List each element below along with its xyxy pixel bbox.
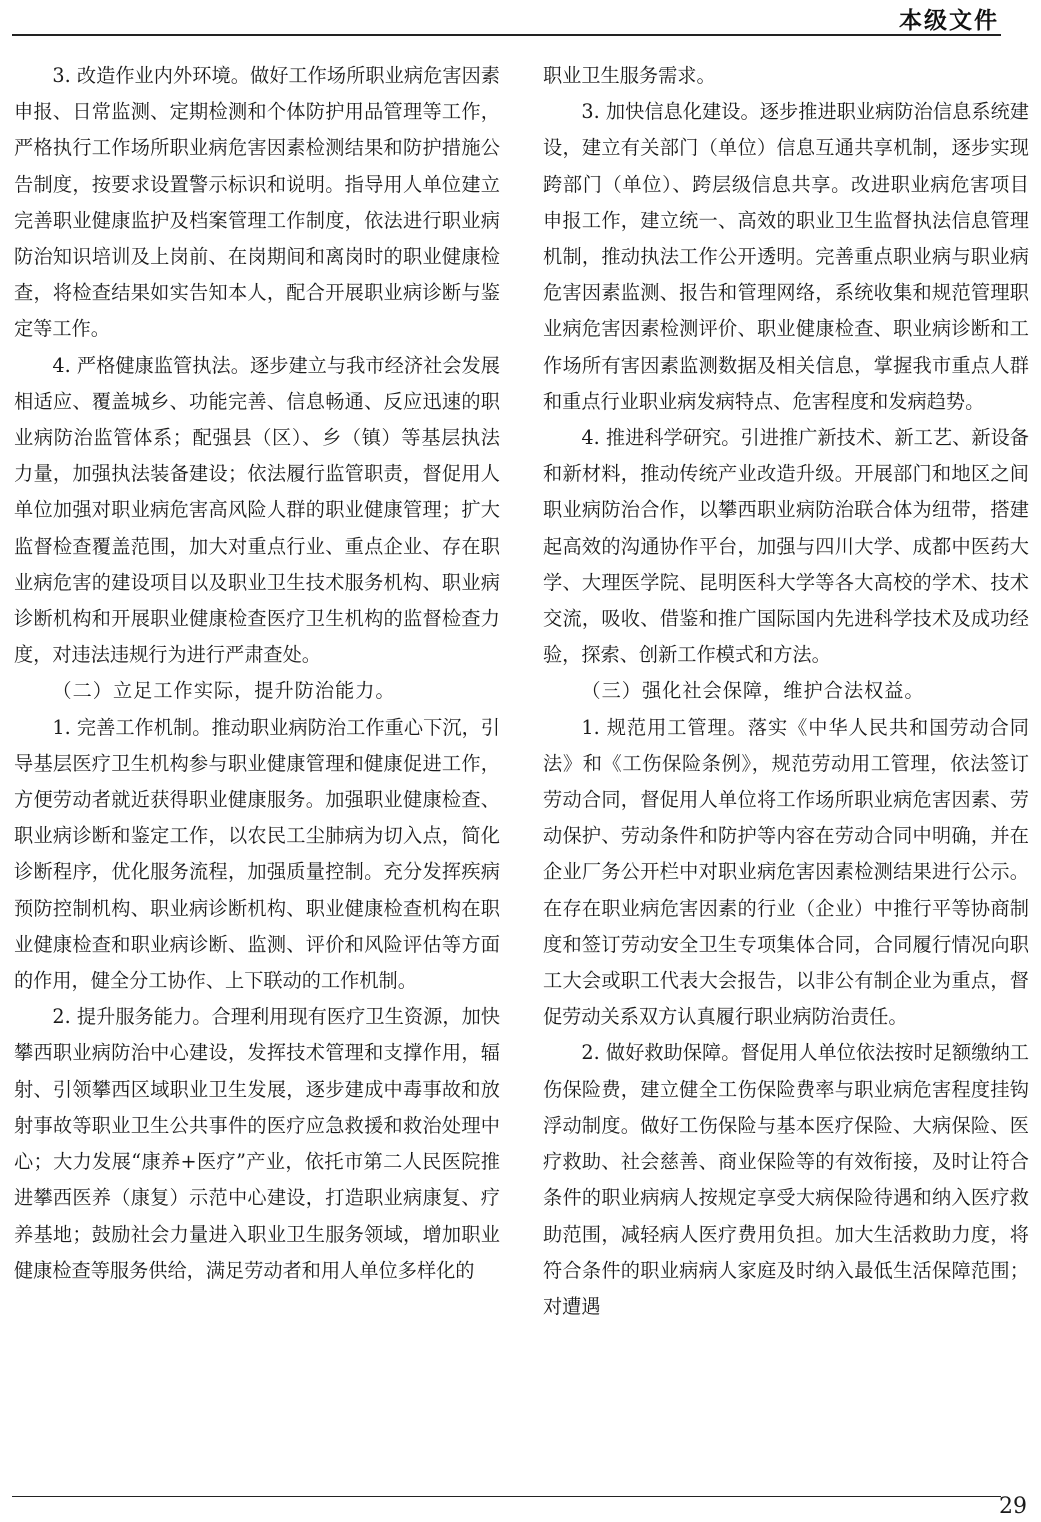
paragraph: 3. 改造作业内外环境。做好工作场所职业病危害因素申报、日常监测、定期检测和个体防护用品管理等工作，严格执行工作场所职业病危害因素检测结果和防护措施公告制度，按要求设置警示标识和说明。指导用人单位建立完善职业健康监护及档案管理工作制度，依法进行职业病防治知识培训及上岗前、在岗期间和离岗时的职业健康检查，将检查结果如实告知本人，配合开展职业病诊断与鉴定等工作。 bbox=[14, 64, 500, 341]
paragraph: 2. 提升服务能力。合理利用现有医疗卫生资源，加快攀西职业病防治中心建设，发挥技术管理和支撑作用，辐射、引领攀西区域职业卫生发展，逐步建成中毒事故和放射事故等职业卫生公共事件的医疗应急救援和救治处理中心；大力发展“康养+医疗”产业，依托市第二人民医院推进攀西医养（康复）示范中心建设，打造职业病康复、疗养基地；鼓励社会力量进入职业卫生服务领域，增加职业健康检查等服务供给，满足劳动者和用人单位多样化的 bbox=[14, 1005, 500, 1282]
paragraph: 3. 加快信息化建设。逐步推进职业病防治信息系统建设，建立有关部门（单位）信息互通共享机制，逐步实现跨部门（单位）、跨层级信息共享。改进职业病危害项目申报工作，建立统一、高效的职业卫生监督执法信息管理机制，推动执法工作公开透明。完善重点职业病与职业病危害因素监测、报告和管理网络，系统收集和规范管理职业病危害因素检测评价、职业健康检查、职业病诊断和工作场所有害因素监测数据及相关信息，掌握我市重点人群和重点行业职业病发病特点、危害程度和发病趋势。 bbox=[543, 100, 1029, 413]
header-section-label: 本级文件 bbox=[899, 8, 999, 34]
right-column bbox=[543, 58, 1029, 1325]
paragraph-continuation: 职业卫生服务需求。 bbox=[543, 64, 716, 87]
left-column bbox=[14, 58, 500, 1289]
section-heading: （二）立足工作实际，提升防治能力。 bbox=[52, 679, 396, 703]
footer-rule bbox=[12, 1496, 1001, 1497]
paragraph: 1. 完善工作机制。推动职业病防治工作重心下沉，引导基层医疗卫生机构参与职业健康管理和健康促进工作，方便劳动者就近获得职业健康服务。加强职业健康检查、职业病诊断和鉴定工作，以农民工尘肺病为切入点，简化诊断程序，优化服务流程，加强质量控制。充分发挥疾病预防控制机构、职业病诊断机构、职业健康检查机构在职业健康检查和职业病诊断、监测、评价和风险评估等方面的作用，健全分工协作、上下联动的工作机制。 bbox=[14, 715, 500, 993]
section-heading: （三）强化社会保障，维护合法权益。 bbox=[581, 679, 925, 703]
page-number: 29 bbox=[999, 1494, 1027, 1519]
paragraph: 2. 做好救助保障。督促用人单位依法按时足额缴纳工伤保险费，建立健全工伤保险费率与职业病危害程度挂钩浮动制度。做好工伤保险与基本医疗保险、大病保险、医疗救助、社会慈善、商业保险等的有效衔接，及时让符合条件的职业病病人按规定享受大病保险待遇和纳入医疗救助范围，减轻病人医疗费用负担。加大生活救助力度，将符合条件的职业病病人家庭及时纳入最低生活保障范围；对遭遇 bbox=[543, 1041, 1029, 1318]
paragraph: 4. 推进科学研究。引进推广新技术、新工艺、新设备和新材料，推动传统产业改造升级。开展部门和地区之间职业病防治合作，以攀西职业病防治联合体为纽带，搭建起高效的沟通协作平台，加强与四川大学、成都中医药大学、大理医学院、昆明医科大学等各大高校的学术、技术交流，吸收、借鉴和推广国际国内先进科学技术及成功经验，探索、创新工作模式和方法。 bbox=[543, 426, 1029, 667]
header-rule bbox=[12, 34, 1001, 36]
paragraph: 1. 规范用工管理。落实《中华人民共和国劳动合同法》和《工伤保险条例》，规范劳动用工管理，依法签订劳动合同，督促用人单位将工作场所职业病危害因素、劳动保护、劳动条件和防护等内容在劳动合同中明确，并在企业厂务公开栏中对职业病危害因素检测结果进行公示。在存在职业病危害因素的行业（企业）中推行平等协商制度和签订劳动安全卫生专项集体合同，合同履行情况向职工大会或职工代表大会报告，以非公有制企业为重点，督促劳动关系双方认真履行职业病防治责任。 bbox=[543, 715, 1029, 1029]
paragraph: 4. 严格健康监管执法。逐步建立与我市经济社会发展相适应、覆盖城乡、功能完善、信息畅通、反应迅速的职业病防治监管体系；配强县（区）、乡（镇）等基层执法力量，加强执法装备建设；依法履行监管职责，督促用人单位加强对职业病危害高风险人群的职业健康管理；扩大监督检查覆盖范围，加大对重点行业、重点企业、存在职业病危害的建设项目以及职业卫生技术服务机构、职业病诊断机构和开展职业健康检查医疗卫生机构的监督检查力度，对违法违规行为进行严肃查处。 bbox=[14, 353, 500, 667]
